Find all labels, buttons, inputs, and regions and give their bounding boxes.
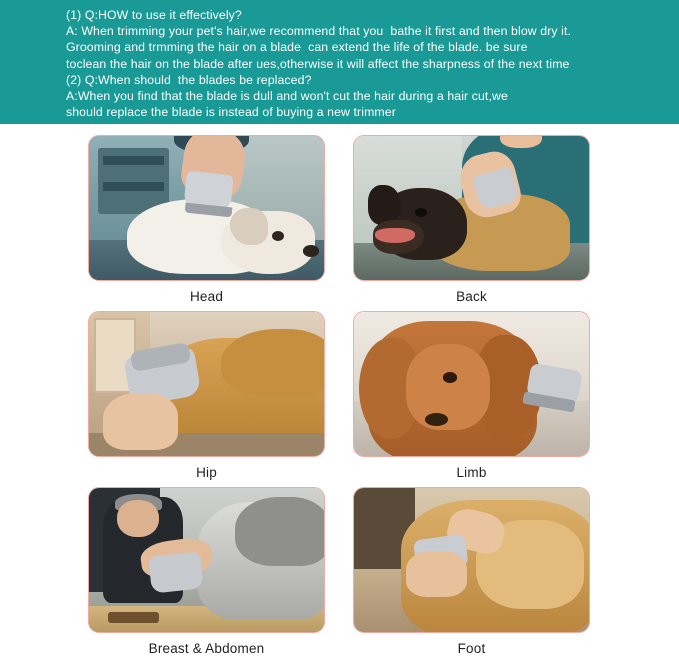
- caption-head: Head: [189, 289, 224, 304]
- caption-limb: Limb: [456, 465, 487, 480]
- photo-foot: [353, 487, 590, 633]
- gallery-item-head: [88, 135, 325, 304]
- gallery-item-hip: [88, 311, 325, 480]
- faq-line-6: A:When you find that the blade is dull and won't cut the hair during a hair cut,we: [66, 89, 508, 104]
- faq-line-2: A: When trimming your pet's hair,we recommend that you bathe it first and then blow dry it.: [66, 24, 572, 39]
- caption-foot: Foot: [457, 641, 486, 656]
- faq-line-7: should replace the blade is instead of buying a new trimmer: [66, 105, 396, 120]
- caption-breast-abdomen: Breast & Abdomen: [148, 641, 265, 656]
- gallery-item-limb: [353, 311, 590, 480]
- photo-hip-scene: [89, 312, 324, 456]
- gallery-grid: [88, 135, 591, 663]
- faq-line-5: (2) Q:When should the blades be replaced?: [66, 72, 312, 87]
- caption-hip: Hip: [196, 465, 217, 480]
- caption-back: Back: [456, 289, 487, 304]
- photo-breast-abdomen-scene: [89, 488, 324, 632]
- usage-area-gallery: [0, 124, 679, 671]
- photo-hip: [88, 311, 325, 457]
- photo-foot-scene: [354, 488, 589, 632]
- photo-limb-scene: [354, 312, 589, 456]
- faq-line-1: (1) Q:HOW to use it effectively?: [66, 8, 242, 22]
- photo-back: [353, 135, 590, 281]
- photo-head-scene: [89, 136, 324, 280]
- gallery-item-breast-abdomen: [88, 487, 325, 656]
- gallery-item-back: [353, 135, 590, 304]
- faq-banner: [0, 0, 679, 124]
- photo-back-scene: [354, 136, 589, 280]
- faq-line-4: toclean the hair on the blade after ues,otherwise it will affect the sharpness of the next time: [66, 56, 570, 71]
- photo-head: [88, 135, 325, 281]
- photo-breast-abdomen: [88, 487, 325, 633]
- gallery-item-foot: [353, 487, 590, 656]
- photo-limb: [353, 311, 590, 457]
- faq-line-3: Grooming and trmming the hair on a blade can extend the life of the blade. be sure: [66, 40, 528, 55]
